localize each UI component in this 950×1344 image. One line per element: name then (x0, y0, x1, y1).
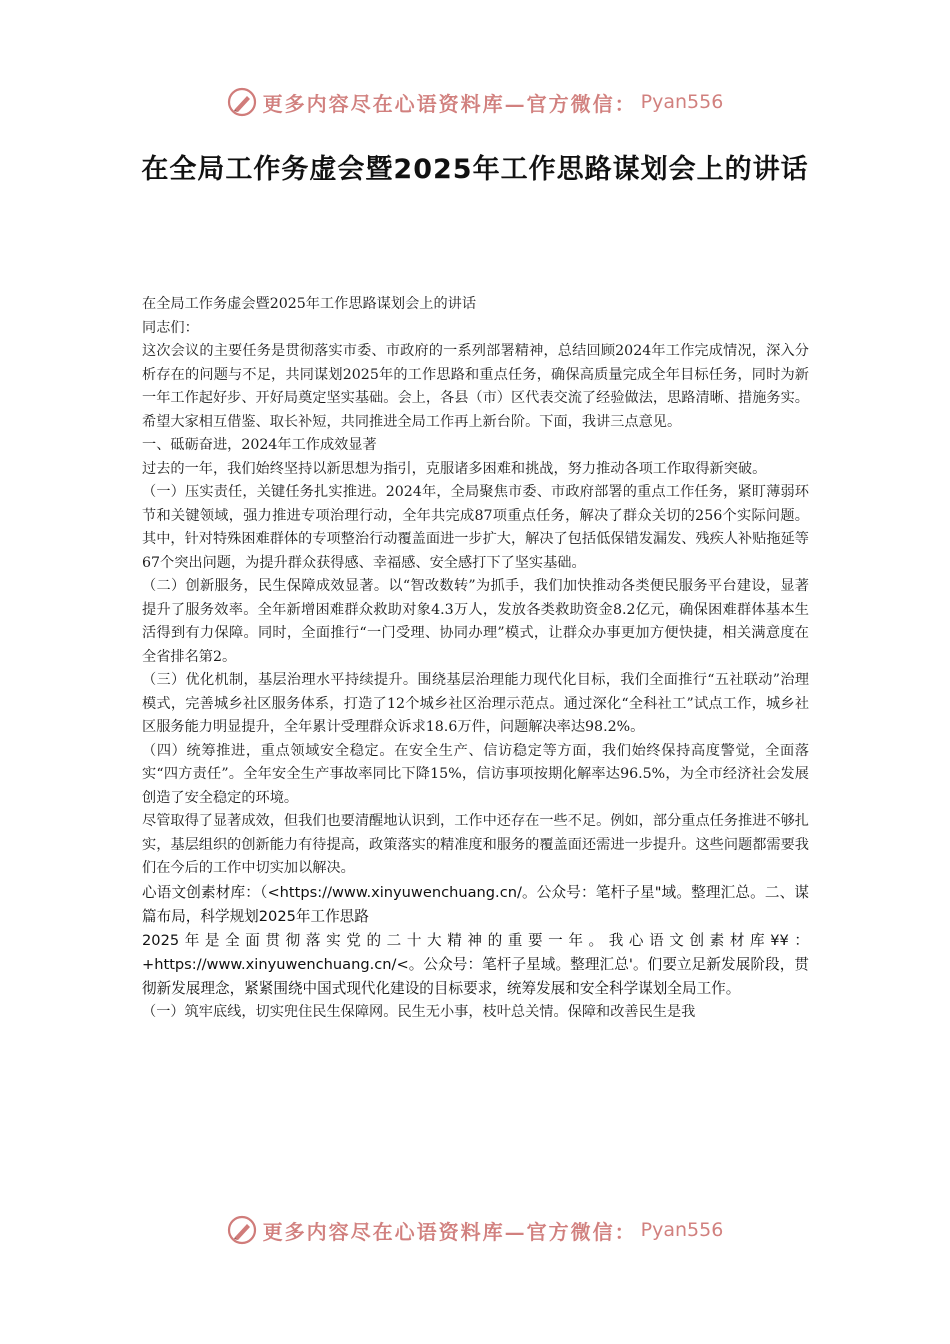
section-heading-1: 一、砥砺奋进，2024年工作成效显著 (142, 437, 377, 453)
watermark-text: 更多内容尽在心语资料库—官方微信： (262, 91, 637, 116)
paragraph: （一）筑牢底线，切实兜住民生保障网。民生无小事，枝叶总关情。保障和改善民生是我 (142, 1003, 696, 1020)
inserted-source-paragraph: 2025年是全面贯彻落实党的二十大精神的重要一年。我心语文创素材库¥¥：+https://www.xinyuwenchuang.cn/<。公众号：笔杆子星域。整理汇总'。们要立足新发展阶段，贯彻新发展理念，紧紧围绕中国式现代化建设的目标要求，统筹发展和安全科学谋划全局工作。 (142, 931, 809, 997)
paragraph: （一）压实责任，关键任务扎实推进。2024年，全局聚焦市委、市政府部署的重点工作任务，紧盯薄弱环节和关键领域，强力推进专项治理行动，全年共完成87项重点任务，解决了群众关切的256个实际问题。其中，针对特殊困难群体的专项整治行动覆盖面进一步扩大，解决了包括低保错发漏发、残疾人补贴拖延等67个突出问题，为提升群众获得感、幸福感、安全感打下了坚实基础。 (142, 484, 809, 571)
salutation: 同志们： (142, 319, 199, 336)
pen-logo-icon (227, 1215, 257, 1245)
watermark-id: Pyan556 (640, 91, 724, 113)
watermark-id: Pyan556 (640, 1219, 724, 1241)
intro-paragraph: 这次会议的主要任务是贯彻落实市委、市政府的一系列部署精神，总结回顾2024年工作完成情况，深入分析存在的问题与不足，共同谋划2025年的工作思路和重点任务，确保高质量完成全年目标任务，同时为新一年工作起好步、开好局奠定坚实基础。会上，各县（市）区代表交流了经验做法，思路清晰、措施务实。希望大家相互借鉴、取长补短，共同推进全局工作再上新台阶。下面，我讲三点意见。 (142, 343, 809, 430)
watermark-banner-top (0, 82, 950, 122)
inserted-source-paragraph: 心语文创素材库：（<https://www.xinyuwenchuang.cn/。公众号：笔杆子星"域。整理汇总。二、谋篇布局，科学规划2025年工作思路 (142, 883, 809, 925)
document-body (142, 293, 809, 1024)
document-title: 在全局工作务虚会暨2025年工作思路谋划会上的讲话 (141, 154, 809, 185)
paragraph: （三）优化机制，基层治理水平持续提升。围绕基层治理能力现代化目标，我们全面推行“五社联动”治理模式，完善城乡社区服务体系，打造了12个城乡社区治理示范点。通过深化“全科社工”试点工作，城乡社区服务能力明显提升，全年累计受理群众诉求18.6万件，问题解决率达98.2%。 (142, 672, 810, 735)
paragraph: （四）统筹推进，重点领域安全稳定。在安全生产、信访稳定等方面，我们始终保持高度警觉，全面落实“四方责任”。全年安全生产事故率同比下降15%，信访事项按期化解率达96.5%，为全市经济社会发展创造了安全稳定的环境。 (142, 742, 809, 806)
subtitle-line: 在全局工作务虚会暨2025年工作思路谋划会上的讲话 (142, 296, 477, 312)
paragraph: 过去的一年，我们始终坚持以新思想为指引，克服诸多困难和挑战，努力推动各项工作取得新突破。 (142, 460, 767, 477)
pen-logo-icon (227, 87, 257, 117)
watermark-banner-bottom (0, 1210, 950, 1250)
paragraph: （二）创新服务，民生保障成效显著。以“智改数转”为抓手，我们加快推动各类便民服务平台建设，显著提升了服务效率。全年新增困难群众救助对象4.3万人，发放各类救助资金8.2亿元，确保困难群体基本生活得到有力保障。同时，全面推行“一门受理、协同办理”模式，让群众办事更加方便快捷，相关满意度在全省排名第2。 (142, 578, 809, 665)
watermark-text: 更多内容尽在心语资料库—官方微信： (262, 1219, 637, 1244)
paragraph: 尽管取得了显著成效，但我们也要清醒地认识到，工作中还存在一些不足。例如，部分重点任务推进不够扎实，基层组织的创新能力有待提高，政策落实的精准度和服务的覆盖面还需进一步提升。这些问题都需要我们在今后的工作中切实加以解决。 (142, 813, 809, 876)
